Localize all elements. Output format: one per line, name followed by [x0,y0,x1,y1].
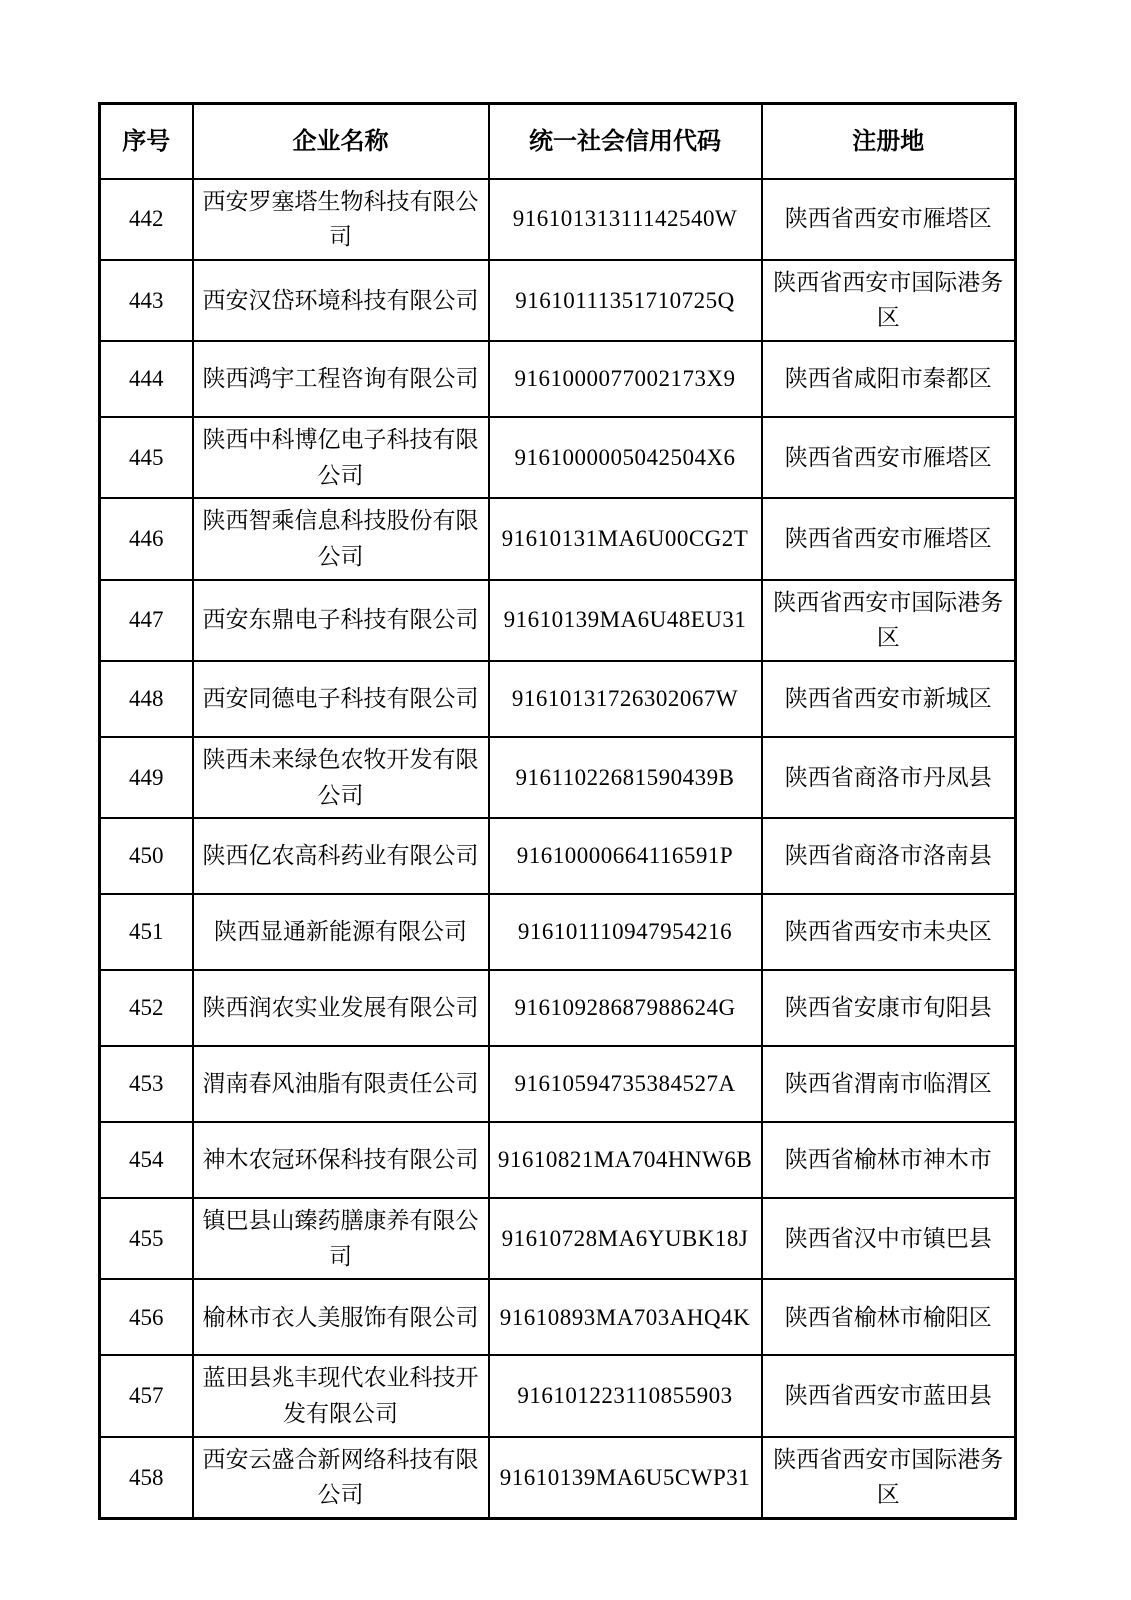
cell-registration-place: 陕西省咸阳市秦都区 [762,341,1016,417]
cell-serial-number: 453 [100,1046,193,1122]
cell-registration-place: 陕西省西安市国际港务区 [762,1437,1016,1519]
cell-registration-place: 陕西省西安市国际港务区 [762,260,1016,341]
cell-serial-number: 446 [100,498,193,579]
cell-credit-code: 91610728MA6YUBK18J [489,1198,762,1279]
cell-credit-code: 91611022681590439B [489,737,762,818]
cell-serial-number: 443 [100,260,193,341]
table-row [100,970,1016,1046]
cell-credit-code: 91610131726302067W [489,661,762,737]
cell-serial-number: 450 [100,818,193,894]
table-row [100,894,1016,970]
cell-registration-place: 陕西省商洛市洛南县 [762,818,1016,894]
cell-credit-code: 91610139MA6U5CWP31 [489,1437,762,1519]
cell-company-name: 陕西亿农高科药业有限公司 [193,818,489,894]
table-row [100,1279,1016,1355]
table-row [100,661,1016,737]
table-row [100,1437,1016,1519]
cell-credit-code: 91610893MA703AHQ4K [489,1279,762,1355]
cell-company-name: 西安罗塞塔生物科技有限公司 [193,179,489,260]
table-row [100,818,1016,894]
cell-registration-place: 陕西省西安市雁塔区 [762,498,1016,579]
cell-registration-place: 陕西省安康市旬阳县 [762,970,1016,1046]
header-cell-registration-place: 注册地 [762,104,1016,179]
cell-company-name: 渭南春风油脂有限责任公司 [193,1046,489,1122]
cell-serial-number: 444 [100,341,193,417]
cell-serial-number: 448 [100,661,193,737]
cell-credit-code: 91610821MA704HNW6B [489,1122,762,1198]
table-row [100,498,1016,579]
cell-credit-code: 91610131311142540W [489,179,762,260]
cell-company-name: 陕西智乘信息科技股份有限公司 [193,498,489,579]
table-row [100,1198,1016,1279]
table-row [100,417,1016,498]
cell-company-name: 陕西鸿宇工程咨询有限公司 [193,341,489,417]
cell-credit-code: 91610928687988624G [489,970,762,1046]
cell-registration-place: 陕西省西安市未央区 [762,894,1016,970]
cell-credit-code: 91610594735384527A [489,1046,762,1122]
cell-serial-number: 455 [100,1198,193,1279]
table-body [100,179,1016,1519]
table-row [100,1122,1016,1198]
cell-serial-number: 457 [100,1355,193,1436]
cell-credit-code: 916101223110855903 [489,1355,762,1436]
cell-company-name: 神木农冠环保科技有限公司 [193,1122,489,1198]
cell-serial-number: 447 [100,580,193,661]
table-row [100,260,1016,341]
cell-registration-place: 陕西省西安市新城区 [762,661,1016,737]
cell-registration-place: 陕西省西安市国际港务区 [762,580,1016,661]
cell-company-name: 西安云盛合新网络科技有限公司 [193,1437,489,1519]
cell-company-name: 陕西未来绿色农牧开发有限公司 [193,737,489,818]
cell-company-name: 镇巴县山臻药膳康养有限公司 [193,1198,489,1279]
cell-registration-place: 陕西省渭南市临渭区 [762,1046,1016,1122]
cell-serial-number: 452 [100,970,193,1046]
cell-serial-number: 442 [100,179,193,260]
header-cell-company-name: 企业名称 [193,104,489,179]
cell-serial-number: 449 [100,737,193,818]
cell-serial-number: 454 [100,1122,193,1198]
cell-registration-place: 陕西省榆林市榆阳区 [762,1279,1016,1355]
cell-company-name: 西安东鼎电子科技有限公司 [193,580,489,661]
cell-registration-place: 陕西省榆林市神木市 [762,1122,1016,1198]
cell-company-name: 蓝田县兆丰现代农业科技开发有限公司 [193,1355,489,1436]
cell-credit-code: 916101110947954216 [489,894,762,970]
cell-company-name: 陕西润农实业发展有限公司 [193,970,489,1046]
company-table [98,102,1017,1520]
cell-credit-code: 91610111351710725Q [489,260,762,341]
table-header-row [100,104,1016,179]
cell-company-name: 陕西显通新能源有限公司 [193,894,489,970]
cell-serial-number: 458 [100,1437,193,1519]
header-cell-serial-number: 序号 [100,104,193,179]
cell-company-name: 西安同德电子科技有限公司 [193,661,489,737]
table-row [100,1046,1016,1122]
cell-registration-place: 陕西省西安市雁塔区 [762,179,1016,260]
table-row [100,580,1016,661]
cell-credit-code: 9161000005042504X6 [489,417,762,498]
table-row [100,1355,1016,1436]
cell-registration-place: 陕西省汉中市镇巴县 [762,1198,1016,1279]
cell-company-name: 陕西中科博亿电子科技有限公司 [193,417,489,498]
cell-credit-code: 9161000077002173X9 [489,341,762,417]
cell-registration-place: 陕西省商洛市丹凤县 [762,737,1016,818]
cell-serial-number: 451 [100,894,193,970]
cell-registration-place: 陕西省西安市蓝田县 [762,1355,1016,1436]
header-cell-credit-code: 统一社会信用代码 [489,104,762,179]
cell-registration-place: 陕西省西安市雁塔区 [762,417,1016,498]
table-row [100,341,1016,417]
cell-credit-code: 91610131MA6U00CG2T [489,498,762,579]
cell-company-name: 西安汉岱环境科技有限公司 [193,260,489,341]
cell-serial-number: 445 [100,417,193,498]
table-row [100,179,1016,260]
cell-credit-code: 91610000664116591P [489,818,762,894]
cell-credit-code: 91610139MA6U48EU31 [489,580,762,661]
cell-serial-number: 456 [100,1279,193,1355]
table-row [100,737,1016,818]
cell-company-name: 榆林市衣人美服饰有限公司 [193,1279,489,1355]
